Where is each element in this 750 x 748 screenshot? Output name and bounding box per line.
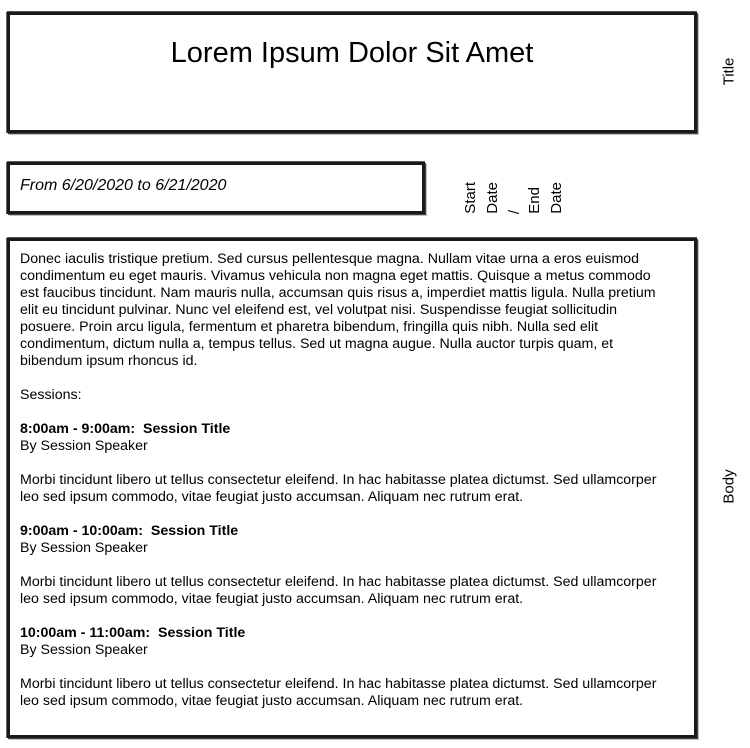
date-side-label — [460, 162, 570, 214]
session-title: Session Title — [158, 625, 246, 641]
session-speaker: By Session Speaker — [20, 540, 148, 556]
session-description: Morbi tincidunt libero ut tellus consectetur eleifend. In hac habitasse platea dictumst. Sed ullamcorper leo sed ipsum commodo, vitae feugiat justo accumsan. Aliquam nec rutrum erat. — [20, 676, 657, 709]
session-time: 8:00am - 9:00am: — [20, 421, 136, 437]
date-label-slash: / — [506, 209, 523, 214]
date-label-date-2: Date — [548, 182, 565, 214]
session-description: Morbi tincidunt libero ut tellus consectetur eleifend. In hac habitasse platea dictumst. Sed ullamcorper leo sed ipsum commodo, vitae feugiat justo accumsan. Aliquam nec rutrum erat. — [20, 472, 657, 505]
title-side-label: Title — [720, 57, 738, 86]
date-label-date-1: Date — [484, 182, 501, 214]
session-item — [20, 625, 672, 710]
body-content — [20, 251, 672, 710]
date-box[interactable] — [7, 162, 425, 214]
session-time: 10:00am - 11:00am: — [20, 625, 151, 641]
session-speaker: By Session Speaker — [20, 642, 148, 658]
date-label-end: End — [526, 187, 543, 214]
session-title: Session Title — [150, 523, 239, 539]
session-item — [20, 523, 672, 608]
sessions-heading: Sessions: — [20, 387, 82, 403]
body-side-label: Body — [720, 469, 738, 504]
session-item — [20, 421, 672, 506]
title-box[interactable] — [7, 12, 697, 133]
body-box[interactable] — [7, 238, 697, 738]
date-label-start: Start — [462, 182, 479, 214]
session-description: Morbi tincidunt libero ut tellus consectetur eleifend. In hac habitasse platea dictumst. Sed ullamcorper leo sed ipsum commodo, vitae feugiat justo accumsan. Aliquam nec rutrum erat. — [20, 574, 657, 607]
page-title: Lorem Ipsum Dolor Sit Amet — [170, 37, 534, 69]
session-speaker: By Session Speaker — [20, 438, 148, 454]
date-range-text: From 6/20/2020 to 6/21/2020 — [20, 177, 227, 194]
intro-paragraph: Donec iaculis tristique pretium. Sed cursus pellentesque magna. Nullam vitae urna a eros euismod condimentum eu eget mauris. Vivamus vehicula non magna eget mattis. Quisque a metus commodo est faucibus tincidunt. Nam mauris nulla, accumsan quis risus a, imperdiet mattis ligula. Nulla pretium elit eu tincidunt pulvinar. Nunc vel eleifend est, vel volutpat nisi. Suspendisse feugiat sollicitudin posuere. Proin arcu ligula, fermentum et pharetra bibendum, fringilla quis nibh. Nulla sed elit condimentum, dictum nulla a, tempus tellus. Sed ut magna augue. Nulla auctor turpis quam, et bibendum ipsum rhoncus id. — [20, 251, 656, 369]
session-time: 9:00am - 10:00am: — [20, 523, 144, 539]
session-title: Session Title — [143, 421, 231, 437]
